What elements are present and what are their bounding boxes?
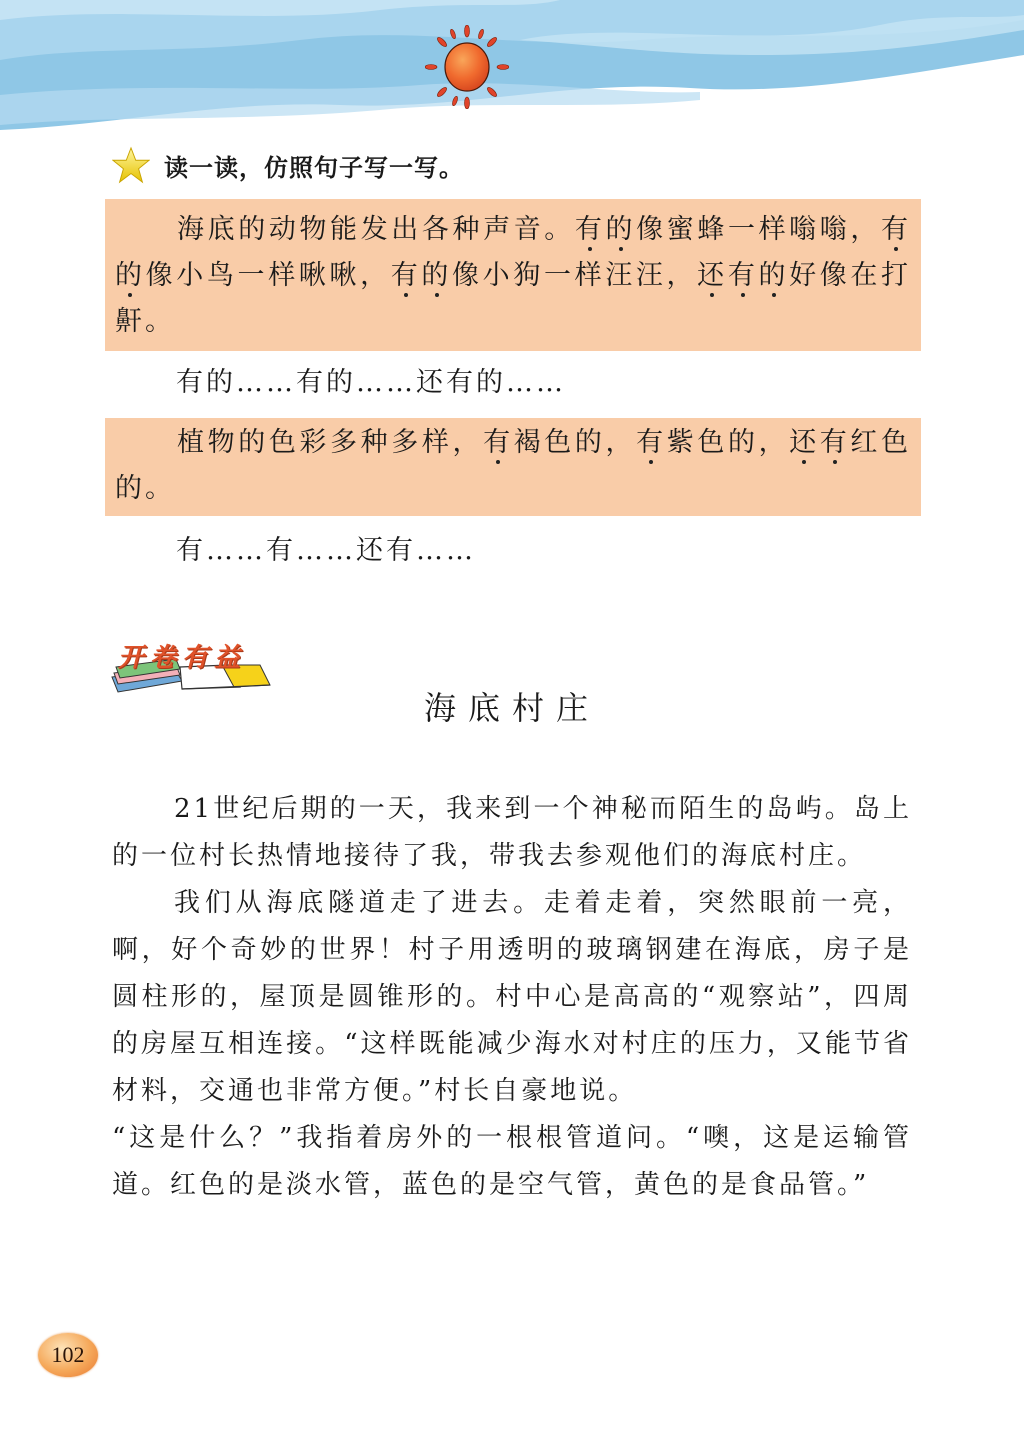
instruction-text: 读一读，仿照句子写一写。 [164,153,464,182]
example-sentence-2: 植物的色彩多种多样，有褐色的，有紫色的，还有红色的。 [115,427,912,504]
star-icon [112,146,150,184]
story-paragraph: 我们从海底隧道走了进去。走着走着，突然眼前一亮，啊，好个奇妙的世界！村子用透明的玻璃钢建在海底，房子是圆柱形的，屋顶是圆锥形的。村中心是高高的“观察站”，四周的房屋互相连接。“这样既能减少海水对村庄的压力，又能节省材料，交通也非常方便。”村长自豪地说。 [112,888,912,1106]
story-body [112,786,912,1209]
sentence-pattern-1: 有的……有的……还有的…… [176,367,566,398]
example-sentence-1: 海底的动物能发出各种声音。有的像蜜蜂一样嗡嗡，有的像小鸟一样啾啾，有的像小狗一样汪汪，还有的好像在打鼾。 [115,214,912,337]
story-title: 海底村庄 [423,689,600,727]
example-box-1 [105,199,921,351]
sun-icon [425,25,509,109]
story-paragraph: “这是什么？”我指着房外的一根根管道问。“噢，这是运输管道。红色的是淡水管，蓝色的是空气管，黄色的是食品管。” [112,1123,912,1200]
example-box-2 [105,418,921,516]
story-paragraph: 21世纪后期的一天，我来到一个神秘而陌生的岛屿。岛上的一位村长热情地接待了我，带我去参观他们的海底村庄。 [112,794,912,871]
sentence-pattern-2: 有……有……还有…… [176,535,476,566]
section-badge: 开卷有益 [118,643,247,673]
page-number: 102 [38,1333,98,1377]
sky-waves-decoration [0,0,1024,140]
exercise-instruction [112,145,464,185]
